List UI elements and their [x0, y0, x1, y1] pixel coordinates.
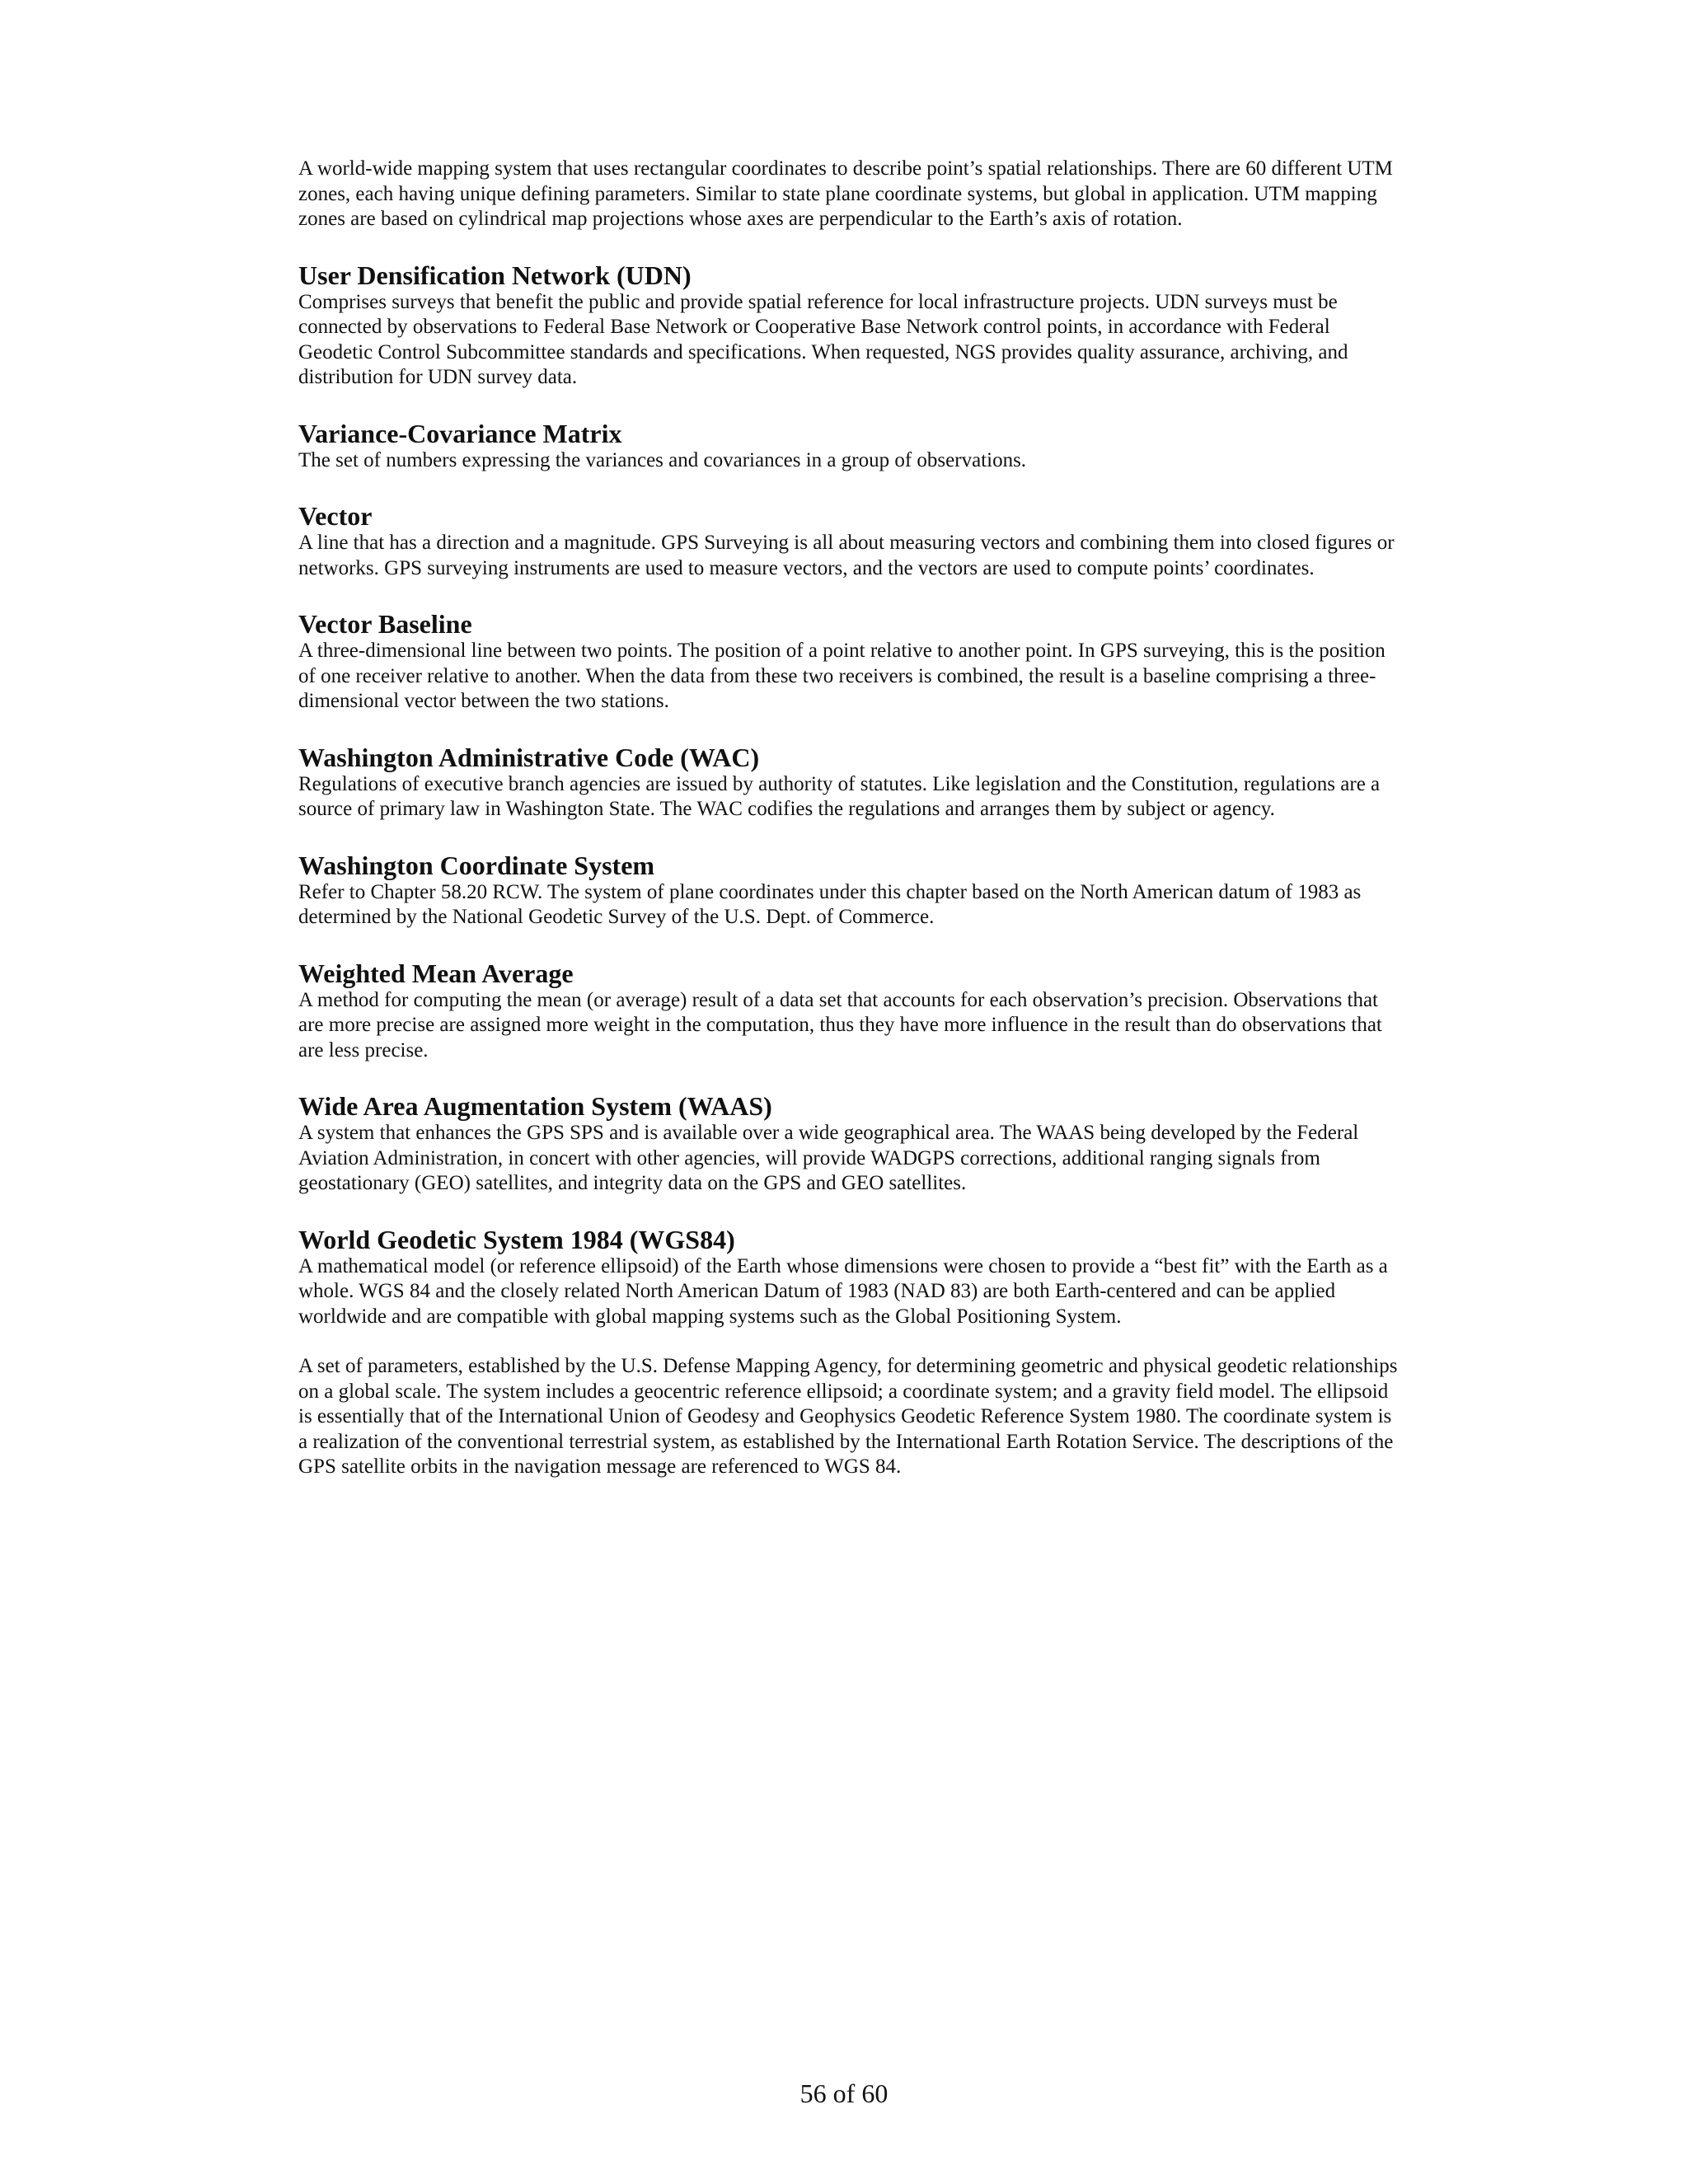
intro-definition: A world-wide mapping system that uses rectangular coordinates to describe point’s spatial relationships. There are 60 different UTM zones, each having unique defining parameters. Similar to state plane coordinate systems, but global in application. UTM mapping zones are based on cylindrical map projections whose axes are perpendicular to the Earth’s axis of rotation.	[298, 157, 1393, 230]
glossary-entry-wgs84	[298, 1225, 1403, 1480]
entry-definition: Refer to Chapter 58.20 RCW. The system of plane coordinates under this chapter based on the North American datum of 1983 as determined by the National Geodetic Survey of the U.S. Dept. of Commerce.	[298, 880, 1362, 928]
entry-definition: Comprises surveys that benefit the public and provide spatial reference for local infrastructure projects. UDN surveys must be connected by observations to Federal Base Network or Cooperative Base Network control points, in accordance with Federal Geodetic Control Subcommittee standards and specifications. When requested, NGS provides quality assurance, archiving, and distribution for UDN survey data.	[298, 290, 1348, 388]
glossary-entry-waas	[298, 1091, 1403, 1197]
entry-term: Washington Coordinate System	[298, 850, 655, 880]
entry-definition: A line that has a direction and a magnitude. GPS Surveying is all about measuring vectors and combining them into closed figures or networks. GPS surveying instruments are used to measure vectors, and the vectors are used to compute points’ coordinates.	[298, 532, 1395, 579]
entry-term: Weighted Mean Average	[298, 958, 574, 988]
entry-term: Washington Administrative Code (WAC)	[298, 742, 760, 772]
glossary-entry-udn	[298, 260, 1403, 391]
entry-definition-secondary: A set of parameters, established by the U.S. Defense Mapping Agency, for determining geometric and physical geodetic relationships on a global scale. The system includes a geocentric reference ellipsoid; a coordinate system; and a gravity field model. The ellipsoid is essentially that of the International Union of Geodesy and Geophysics Geodetic Reference System 1980. The coordinate system is a realization of the conventional terrestrial system, as established by the International Earth Rotation Service. The descriptions of the GPS satellite orbits in the navigation message are referenced to WGS 84.	[298, 1355, 1398, 1478]
glossary-entry-vector-baseline	[298, 609, 1403, 715]
glossary-entry-vector	[298, 501, 1403, 581]
entry-term: Wide Area Augmentation System (WAAS)	[298, 1091, 772, 1121]
entry-term: Variance-Covariance Matrix	[298, 418, 622, 448]
page-number: 56 of 60	[799, 2079, 889, 2108]
entry-term: User Densification Network (UDN)	[298, 260, 692, 290]
entry-term: Vector Baseline	[298, 609, 472, 639]
glossary-entry-variance-covariance-matrix	[298, 419, 1403, 474]
entry-definition: A three-dimensional line between two points. The position of a point relative to another point. In GPS surveying, this is the position of one receiver relative to another. When the data from these two receivers is combined, the result is a baseline comprising a three-dimensional vector between the two stations.	[298, 640, 1386, 712]
glossary-page	[298, 157, 1403, 1508]
glossary-entry-weighted-mean-average	[298, 958, 1403, 1064]
entry-definition: Regulations of executive branch agencies are issued by authority of statutes. Like legislation and the Constitution, regulations are a source of primary law in Washington State. The WAC codifies the regulations and arranges them by subject or agency.	[298, 772, 1381, 820]
entry-definition: A method for computing the mean (or average) result of a data set that accounts for each observation’s precision. Observations that are more precise are assigned more weight in the computation, thus they have more influence in the result than do observations that are less precise.	[298, 988, 1382, 1062]
entry-term: World Geodetic System 1984 (WGS84)	[298, 1224, 735, 1254]
entry-term: Vector	[298, 501, 373, 531]
glossary-entry-wac	[298, 743, 1403, 823]
entry-definition: The set of numbers expressing the variances and covariances in a group of observations.	[298, 448, 1027, 471]
entry-definition: A mathematical model (or reference ellipsoid) of the Earth whose dimensions were chosen to provide a “best fit” with the Earth as a whole. WGS 84 and the closely related North American Datum of 1983 (NAD 83) are both Earth-centered and can be applied worldwide and are compatible with global mapping systems such as the Global Positioning System.	[298, 1254, 1388, 1328]
entry-definition: A system that enhances the GPS SPS and is available over a wide geographical area. The WAAS being developed by the Federal Aviation Administration, in concert with other agencies, will provide WADGPS corrections, additional ranging signals from geostationary (GEO) satellites, and integrity data on the GPS and GEO satellites.	[298, 1122, 1359, 1194]
glossary-entry-washington-coordinate-system	[298, 851, 1403, 930]
